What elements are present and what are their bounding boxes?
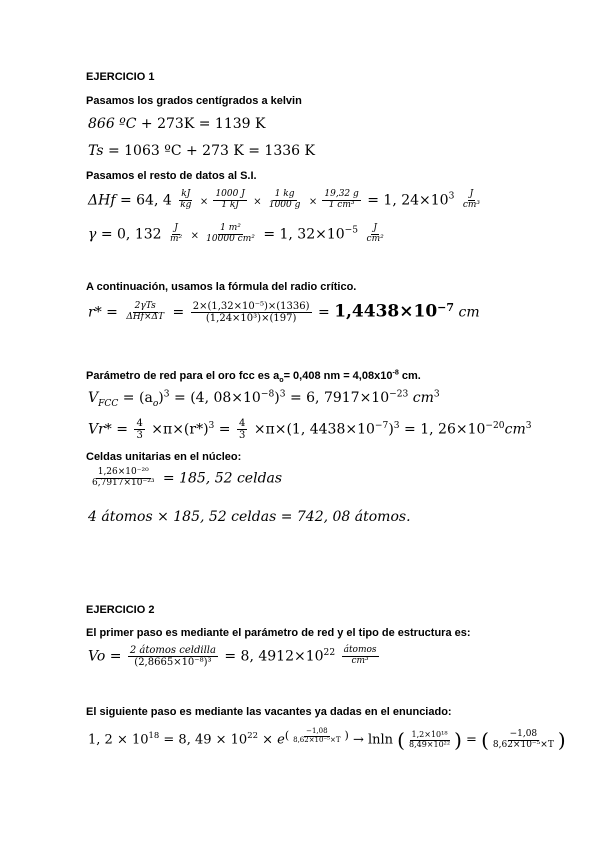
paragraph-si-units: Pasamos el resto de datos al S.I. [86, 170, 257, 182]
equation-vacancies: 1, $2 \times 10^{18} = 8$, $49 \times 10^{22} \times e^{( \frac{-1,08}{\text{8,62×10⁻⁵×T}} )} \to lnln$ ( $\frac{\text{1,2×10¹⁸}}{\text{8,49×10²²}}$ ) = ( $\frac{-1,08}{\text{8,62×10⁻⁵×T}}$ ) [88, 727, 566, 753]
paragraph-critical-radius: A continuación, usamos la fórmula del radio crítico. [86, 281, 357, 293]
paragraph-lattice-parameter: Parámetro de red para el oro fcc es $a_o= 0,408$ nm = $4,08x10^{-8}$ cm. [86, 368, 421, 385]
equation-enthalpy: ΔHf = 64, 4 $\frac{kJ}{kg}$ × $\frac{1000 J}{1 kJ}$ × $\frac{1 kg}{1000 g}$ × $\frac{19,32 g}{\text{1 cm³}}$ = 1, $24\times 10^3$ $\frac{J}{\text{cm³}}$ [88, 189, 481, 210]
exercise-1-title: EJERCICIO 1 [86, 71, 155, 83]
equation-atoms: 4 átomos × 185, 52 celdas = 742, 08 átomos. [88, 509, 411, 525]
equation-vr: Vr* = $\frac{4}{3}$ $\times\pi\times(r*)^3$ = $\frac{4}{3}$ ×π×(1, $4438\times 10^{-7})^3 = 1$, $26\times 10^{-20}cm^3$ [88, 418, 532, 441]
equation-critical-radius: r* = $\frac{\text{2γTs}}{\text{ΔHf×ΔT}}$ = $\frac{\text{2×(1,32×10⁻⁵)×(1336)}}{\text{(1,24×10³)×(197)}}$ = $1,4438\times 10^{-7}$ cm [88, 300, 480, 324]
equation-gamma: γ = 0, 132 $\frac{J}{\text{m²}}$ × $\frac{\text{1 m²}}{\text{10000 cm²}}$ = 1, $32\times 10^{-5}$ $\frac{J}{\text{cm²}}$ [88, 223, 384, 244]
exercise-2-title: EJERCICIO 2 [86, 604, 155, 616]
equation-ts: Ts = 1063 ºC + 273 K = 1336 K [88, 143, 315, 159]
paragraph-vacancies: El siguiente paso es mediante las vacantes ya dadas en el enunciado: [86, 706, 452, 718]
equation-vfcc: $V_{FCC} = (a_o)^3 = (4$, $08\times 10^{-8})^3 = 6$, $7917\times 10^{-23}$ $cm^3$ [88, 389, 440, 409]
equation-vo: Vo = $\frac{\text{2 átomos celdilla}}{\text{(2,8665×10⁻⁸)³}}$ = 8, $4912\times 10^{22}$ $\frac{\text{átomos}}{\text{cm³}}$ [88, 645, 377, 668]
equation-cells: $\frac{\text{1,26×10⁻²⁰}}{\text{6,7917×10⁻²³}}$ = 185, 52 celdas [92, 467, 283, 488]
paragraph-unit-cells: Celdas unitarias en el núcleo: [86, 451, 242, 463]
paragraph-lattice-structure: El primer paso es mediante el parámetro de red y el tipo de estructura es: [86, 627, 471, 639]
paragraph-kelvin: Pasamos los grados centígrados a kelvin [86, 95, 302, 107]
equation-866c: 866 ºC + 273K = 1139 K [88, 116, 266, 132]
